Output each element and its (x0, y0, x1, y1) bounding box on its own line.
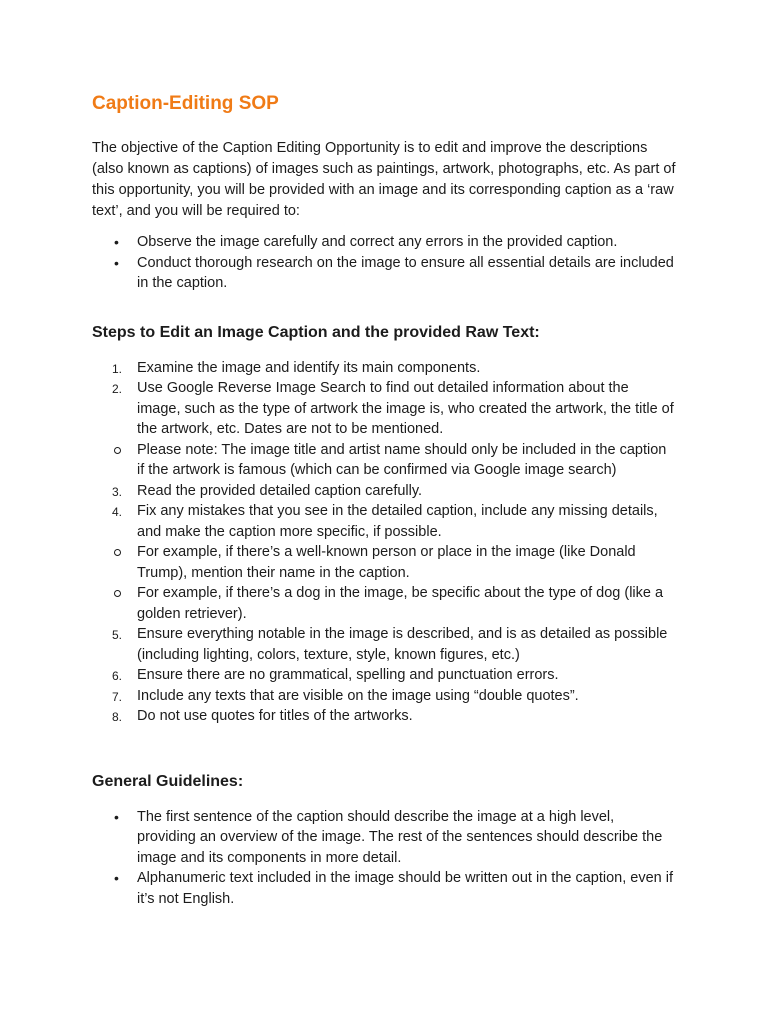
sub-item-text: Please note: The image title and artist name should only be included in the caption if the artwork is famous (which can be confirmed via Google image search) (137, 441, 667, 478)
step-number: 5. (112, 628, 123, 642)
step-text: Fix any mistakes that you see in the detailed caption, include any missing details, and make the caption more specific, if possible. (137, 503, 658, 540)
step-text: Include any texts that are visible on the image using “double quotes”. (137, 687, 579, 704)
steps-heading: Steps to Edit an Image Caption and the provided Raw Text: (92, 323, 540, 341)
guidelines-bullet-list (92, 807, 676, 910)
step-item (92, 501, 676, 542)
step-number: 3. (112, 484, 123, 499)
step-item (92, 378, 676, 440)
step-sub-list (92, 542, 676, 624)
list-item (92, 232, 676, 253)
circle-bullet-icon (114, 447, 121, 454)
step-number: 6. (112, 669, 123, 683)
steps-list (92, 358, 676, 727)
sub-item-text: For example, if there’s a dog in the image, be specific about the type of dog (like a golden retriever). (137, 585, 664, 622)
intro-paragraph: The objective of the Caption Editing Opportunity is to edit and improve the descriptions (also known as captions) of images such as paintings, artwork, photographs, etc. As part of this opportunity, you will be provided with an image and its corresponding caption as a ‘raw text’, and you will be required to: (92, 140, 676, 219)
bullet-icon: • (114, 808, 119, 825)
guidelines-heading: General Guidelines: (92, 772, 244, 790)
sub-item-text: For example, if there’s a well-known person or place in the image (like Donald Trump), mention their name in the caption. (137, 544, 636, 581)
page-title: Caption-Editing SOP (92, 93, 279, 114)
bullet-icon: • (114, 870, 119, 886)
intro-bullet-list (92, 232, 676, 294)
step-number: 1. (112, 361, 123, 376)
step-text: Use Google Reverse Image Search to find out detailed information about the image, such as the type of artwork the image is, who created the artwork, the title of the artwork, etc. Dates are not to be mentioned. (137, 380, 674, 437)
step-number: 4. (112, 505, 123, 519)
step-item (92, 624, 676, 665)
step-text: Do not use quotes for titles of the artworks. (137, 708, 413, 724)
list-item-text: Alphanumeric text included in the image should be written out in the caption, even if it’s not English. (137, 870, 674, 907)
step-text: Examine the image and identify its main components. (137, 359, 481, 376)
list-item-text: Conduct thorough research on the image to ensure all essential details are included in the caption. (137, 254, 674, 291)
step-item (92, 358, 676, 379)
step-number: 8. (112, 710, 123, 724)
sub-item (92, 542, 676, 583)
list-item (92, 868, 676, 909)
circle-bullet-icon (114, 590, 121, 597)
step-item (92, 665, 676, 686)
step-text: Ensure everything notable in the image is described, and is as detailed as possible (including lighting, colors, texture, style, known figures, etc.) (137, 626, 668, 663)
step-number: 2. (112, 382, 123, 396)
list-item-text: Observe the image carefully and correct any errors in the provided caption. (137, 234, 618, 250)
list-item-text: The first sentence of the caption should describe the image at a high level, providing an overview of the image. The rest of the sentences should describe the image and its components in more detail. (137, 808, 663, 866)
step-item (92, 481, 676, 502)
step-item (92, 706, 676, 727)
sub-item (92, 583, 676, 624)
step-text: Ensure there are no grammatical, spelling and punctuation errors. (137, 667, 559, 683)
circle-bullet-icon (114, 549, 121, 556)
list-item (92, 807, 676, 869)
step-number: 7. (112, 689, 123, 704)
sub-item (92, 440, 676, 481)
step-text: Read the provided detailed caption carefully. (137, 482, 423, 499)
bullet-icon: • (114, 254, 119, 271)
step-sub-list (92, 440, 676, 481)
bullet-icon: • (114, 234, 119, 250)
step-item (92, 686, 676, 707)
list-item (92, 253, 676, 294)
